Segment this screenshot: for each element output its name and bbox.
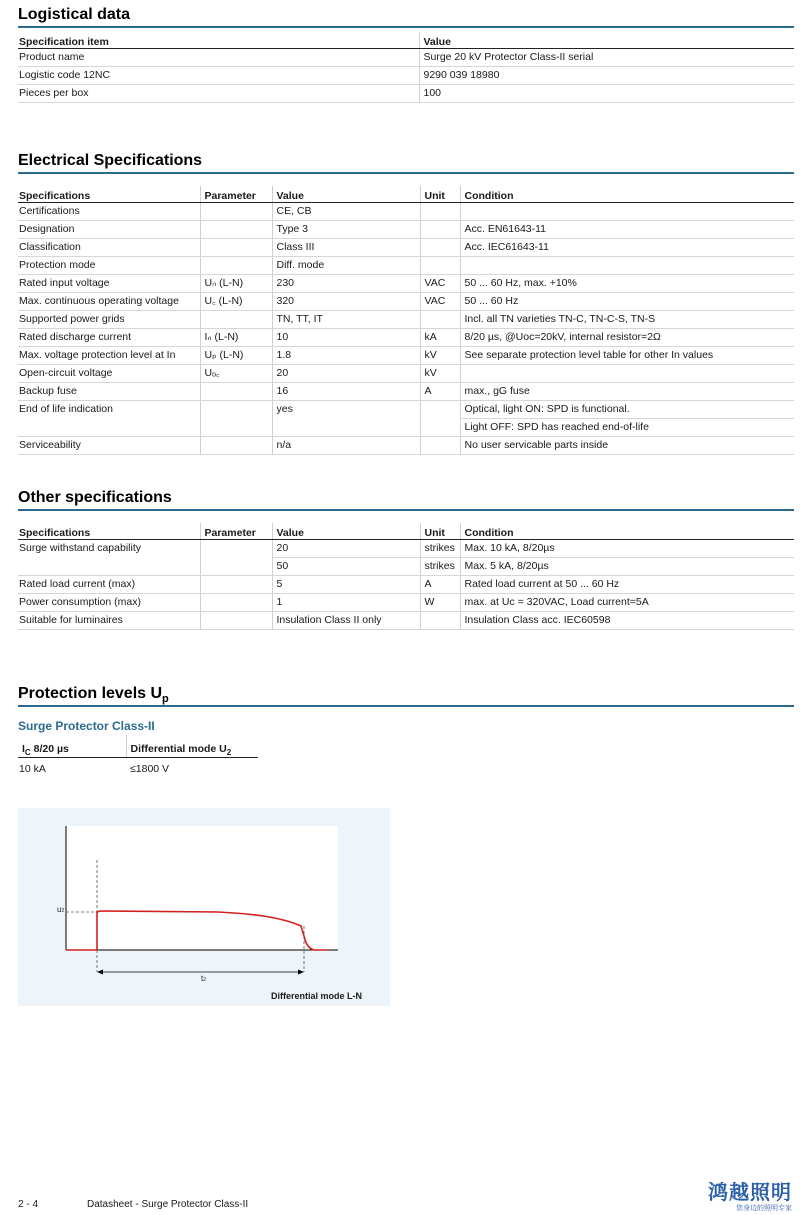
footer-doc-title: Datasheet - Surge Protector Class-II [87,1199,249,1210]
table-cell: Backup fuse [18,383,200,401]
other-table [18,523,794,630]
table-cell: Max. 10 kA, 8/20µs [460,540,794,558]
t2-label-sub: 2 [203,977,207,983]
protection-voltage-value: ≤1800 V [130,763,170,775]
table-cell [200,221,272,239]
table-row [18,67,794,85]
table-cell [200,558,272,576]
table-row [18,239,794,257]
protection-section [18,683,794,778]
table-cell: Rated input voltage [18,275,200,293]
protection-current-value: 10 kA [19,763,46,775]
other-header-3: Unit [420,523,460,540]
table-cell [200,239,272,257]
col2-main: Differential mode U [130,742,227,755]
brand-logo [708,1182,792,1213]
table-cell [200,401,272,419]
table-cell [460,203,794,221]
table-cell [420,311,460,329]
table-cell: U꜀ (L-N) [200,293,272,311]
table-cell: Product name [18,49,419,67]
logistical-section [18,4,794,103]
table-cell: kA [420,329,460,347]
logistical-table [18,32,794,103]
protection-col-current [18,735,126,758]
u2-label [57,905,64,914]
table-cell: Max. voltage protection level at In [18,347,200,365]
table-row [18,293,794,311]
other-header-0: Specifications [18,523,200,540]
table-cell: Designation [18,221,200,239]
table-cell: 50 ... 60 Hz, max. +10% [460,275,794,293]
table-cell: Acc. EN61643-11 [460,221,794,239]
table-cell: TN, TT, IT [272,311,420,329]
table-cell [272,419,420,437]
table-cell: Serviceability [18,437,200,455]
table-cell: 9290 039 18980 [419,67,794,85]
table-row [18,540,794,558]
table-row [18,49,794,67]
col1-main: I [22,742,25,755]
table-cell [200,383,272,401]
table-cell [18,558,200,576]
table-cell: Max. continuous operating voltage [18,293,200,311]
electrical-section [18,150,794,455]
logo-main: 鸿越照明 [708,1182,792,1204]
table-cell [420,239,460,257]
protection-title-sub: p [162,693,169,706]
table-cell: 10 [272,329,420,347]
table-cell: Uₒ꜀ [200,365,272,383]
table-cell: Logistic code 12NC [18,67,419,85]
u2-label-sub: 2 [61,908,65,914]
table-cell [420,203,460,221]
table-cell: A [420,576,460,594]
table-cell [200,437,272,455]
table-row [18,437,794,455]
table-cell: max. at Uc = 320VAC, Load current=5A [460,594,794,612]
table-cell: Acc. IEC61643-11 [460,239,794,257]
table-row [18,203,794,221]
table-cell: Rated discharge current [18,329,200,347]
table-row [18,365,794,383]
table-cell: Rated load current (max) [18,576,200,594]
table-cell [200,540,272,558]
table-cell: Suitable for luminaires [18,612,200,630]
table-cell [200,311,272,329]
table-row [18,221,794,239]
table-cell: 230 [272,275,420,293]
table-row [18,594,794,612]
table-cell: CE, CB [272,203,420,221]
table-cell: Pieces per box [18,85,419,103]
table-cell [420,221,460,239]
protection-table [18,735,258,778]
table-cell [200,594,272,612]
table-cell: Uₚ (L-N) [200,347,272,365]
table-cell: max., gG fuse [460,383,794,401]
table-row [18,419,794,437]
electrical-header-0: Specifications [18,186,200,203]
table-row [18,347,794,365]
u2-label-main: u [57,905,62,914]
table-cell [200,612,272,630]
table-cell: See separate protection level table for other In values [460,347,794,365]
col2-sub: 2 [226,748,232,757]
table-cell: Type 3 [272,221,420,239]
table-cell: Insulation Class II only [272,612,420,630]
footer-page-number: 2 - 4 [18,1199,39,1210]
table-cell: 20 [272,540,420,558]
table-cell [420,612,460,630]
logistical-header-1: Value [419,32,794,49]
table-cell: strikes [420,558,460,576]
table-cell: No user servicable parts inside [460,437,794,455]
table-cell [420,437,460,455]
table-row [18,329,794,347]
logistical-header-0: Specification item [18,32,419,49]
table-cell: 8/20 µs, @Uoc=20kV, internal resistor=2Ω [460,329,794,347]
other-title: Other specifications [18,487,794,511]
table-cell [420,401,460,419]
table-cell: Supported power grids [18,311,200,329]
table-cell [18,419,200,437]
table-cell: VAC [420,293,460,311]
table-cell: Optical, light ON: SPD is functional. [460,401,794,419]
col1-sub: C [24,748,31,757]
waveform-diagram [18,808,390,1006]
table-row [18,85,794,103]
t2-arrow-left [97,970,103,975]
electrical-title: Electrical Specifications [18,150,794,174]
table-cell: Open-circuit voltage [18,365,200,383]
t2-label-main: t [201,974,204,983]
table-row [18,383,794,401]
other-section [18,487,794,630]
table-row [18,401,794,419]
table-cell [200,419,272,437]
table-cell: End of life indication [19,403,113,415]
table-cell [200,203,272,221]
t2-arrow-right [298,970,304,975]
other-header-4: Condition [460,523,794,540]
table-cell [420,419,460,437]
table-cell: Power consumption (max) [18,594,200,612]
table-cell: 5 [272,576,420,594]
table-row [18,576,794,594]
table-cell: yes [272,401,420,419]
other-header-1: Parameter [200,523,272,540]
table-cell: 50 ... 60 Hz [460,293,794,311]
table-cell: kV [420,365,460,383]
table-cell: 1 [272,594,420,612]
table-cell: Surge 20 kV Protector Class-II serial [419,49,794,67]
table-cell: 16 [272,383,420,401]
table-cell [420,257,460,275]
table-cell: Uₙ (L-N) [200,275,272,293]
t2-label [201,974,206,983]
logistical-title: Logistical data [18,4,794,28]
table-row [18,558,794,576]
table-row [18,311,794,329]
table-cell: Rated load current at 50 ... 60 Hz [460,576,794,594]
table-cell: 100 [419,85,794,103]
table-cell: n/a [272,437,420,455]
electrical-header-1: Parameter [200,186,272,203]
table-cell: 20 [272,365,420,383]
diagram-caption: Differential mode L-N [271,991,363,1001]
col1-rest: 8/20 µs [30,742,69,755]
table-cell: Certifications [18,203,200,221]
table-row [18,257,794,275]
electrical-header-3: Unit [420,186,460,203]
table-cell: Max. 5 kA, 8/20µs [460,558,794,576]
table-cell [460,365,794,383]
table-cell: W [420,594,460,612]
table-cell: Diff. mode [272,257,420,275]
table-cell: A [420,383,460,401]
protection-title [18,683,794,707]
table-cell: Insulation Class acc. IEC60598 [460,612,794,630]
table-cell [200,257,272,275]
table-cell: kV [420,347,460,365]
table-cell: strikes [420,540,460,558]
table-cell: Incl. all TN varieties TN-C, TN-C-S, TN-S [460,311,794,329]
table-cell [460,257,794,275]
table-cell: Class III [272,239,420,257]
table-row [18,275,794,293]
table-row [18,612,794,630]
table-cell [200,576,272,594]
table-cell: Iₙ (L-N) [200,329,272,347]
table-cell: VAC [420,275,460,293]
table-cell: Protection mode [18,257,200,275]
table-cell: Surge withstand capability [19,542,141,554]
protection-col-diffmode [126,735,258,758]
electrical-header-4: Condition [460,186,794,203]
plot-area [66,826,338,950]
logo-sub: 您身边的照明专家 [736,1205,792,1212]
table-cell: 50 [272,558,420,576]
table-cell: 1.8 [272,347,420,365]
protection-subtitle: Surge Protector Class-II [18,719,155,733]
table-cell: Classification [18,239,200,257]
electrical-table [18,186,794,455]
electrical-header-2: Value [272,186,420,203]
table-row [18,758,258,779]
protection-title-main: Protection levels U [18,685,163,702]
table-cell: Light OFF: SPD has reached end-of-life [460,419,794,437]
table-cell: 320 [272,293,420,311]
other-header-2: Value [272,523,420,540]
